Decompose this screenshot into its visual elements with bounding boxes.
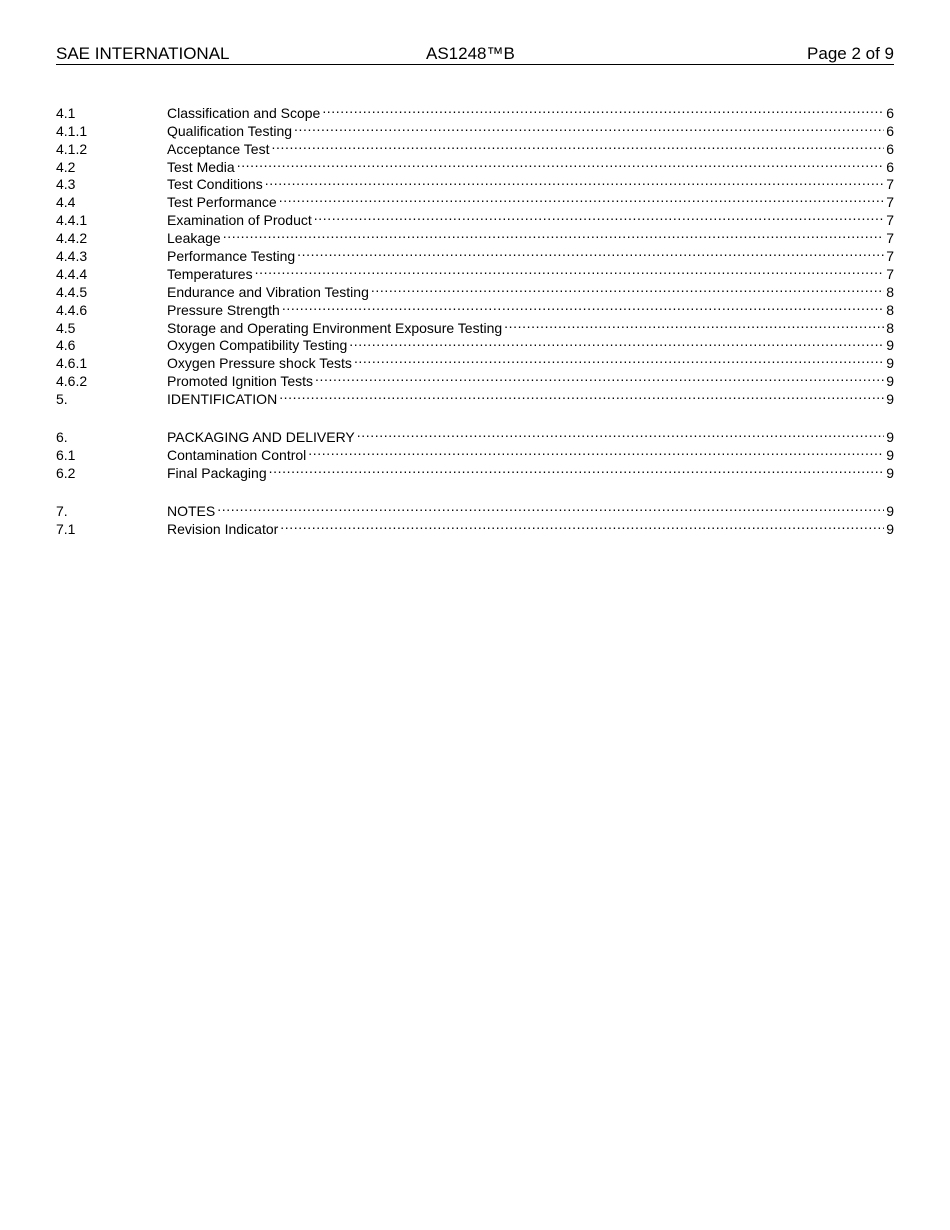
toc-entry-title: Endurance and Vibration Testing: [167, 283, 369, 300]
toc-dot-leader: [282, 297, 884, 315]
toc-entry[interactable]: [56, 100, 894, 121]
toc-entry-number: 7.: [56, 502, 68, 519]
page-header: [56, 44, 894, 65]
toc-dot-leader: [504, 315, 884, 333]
toc-dot-leader: [294, 118, 884, 136]
toc-dot-leader: [265, 172, 884, 190]
toc-entry-number: 6.2: [56, 464, 76, 481]
toc-entry-page: 6: [886, 158, 894, 175]
toc-entry-page: 8: [886, 283, 894, 300]
toc-entry-page: 9: [886, 373, 894, 390]
toc-entry-number: 4.1.1: [56, 122, 88, 139]
toc-entry-page: 7: [886, 212, 894, 229]
toc-dot-leader: [279, 386, 884, 404]
toc-entry-title: Promoted Ignition Tests: [167, 373, 314, 390]
toc-entry-title: Examination of Product: [167, 212, 312, 229]
toc-entry-number: 4.4.3: [56, 248, 88, 265]
toc-dot-leader: [357, 424, 884, 442]
toc-entry-number: 4.6.1: [56, 355, 88, 372]
toc-dot-leader: [349, 333, 884, 351]
toc-entry-page: 6: [886, 122, 894, 139]
toc-entry-title: Temperatures: [167, 265, 253, 282]
document-number: AS1248™B: [426, 44, 515, 63]
toc-dot-leader: [308, 442, 884, 460]
toc-entry-number: 4.3: [56, 176, 76, 193]
organization-name: SAE INTERNATIONAL: [56, 44, 230, 63]
toc-dot-leader: [322, 100, 884, 118]
toc-entry-page: 9: [886, 520, 894, 537]
toc-entry-page: 9: [886, 337, 894, 354]
toc-entry-number: 7.1: [56, 520, 76, 537]
toc-entry-number: 4.4.4: [56, 265, 88, 282]
toc-entry-number: 4.6: [56, 337, 76, 354]
toc-entry-page: 7: [886, 230, 894, 247]
toc-entry-page: 6: [886, 140, 894, 157]
toc-entry-page: 9: [886, 355, 894, 372]
toc-entry-title: PACKAGING AND DELIVERY: [167, 429, 355, 446]
toc-entry-page: 8: [886, 301, 894, 318]
toc-dot-leader: [315, 368, 884, 386]
toc-entry-title: Test Conditions: [167, 176, 263, 193]
toc-group: [56, 498, 894, 537]
toc-dot-leader: [371, 279, 884, 297]
table-of-contents: [56, 100, 894, 537]
toc-entry-number: 4.4.5: [56, 283, 88, 300]
toc-entry-page: 9: [886, 446, 894, 463]
toc-entry-page: 9: [886, 391, 894, 408]
toc-entry-title: Leakage: [167, 230, 221, 247]
toc-entry-number: 4.4: [56, 194, 76, 211]
toc-entry-page: 9: [886, 502, 894, 519]
toc-dot-leader: [269, 460, 885, 478]
toc-entry-page: 7: [886, 248, 894, 265]
toc-entry-title: Qualification Testing: [167, 122, 293, 139]
toc-entry-title: Test Performance: [167, 194, 277, 211]
toc-entry-title: Final Packaging: [167, 464, 267, 481]
toc-entry-number: 6.: [56, 429, 68, 446]
toc-group: [56, 424, 894, 481]
page-indicator: Page 2 of 9: [807, 44, 894, 63]
toc-entry-page: 6: [886, 104, 894, 121]
toc-dot-leader: [237, 154, 885, 172]
toc-dot-leader: [279, 189, 884, 207]
toc-entry-page: 9: [886, 429, 894, 446]
toc-entry-title: Performance Testing: [167, 248, 296, 265]
toc-entry-title: IDENTIFICATION: [167, 391, 278, 408]
toc-entry-number: 4.4.1: [56, 212, 88, 229]
toc-entry-number: 4.1: [56, 104, 76, 121]
toc-entry-title: Contamination Control: [167, 446, 307, 463]
toc-dot-leader: [271, 136, 884, 154]
toc-entry-page: 7: [886, 265, 894, 282]
toc-group: [56, 100, 894, 408]
toc-entry-page: 7: [886, 176, 894, 193]
toc-entry-number: 4.6.2: [56, 373, 88, 390]
toc-entry-title: Storage and Operating Environment Exposure Testing: [167, 319, 503, 336]
toc-entry-number: 4.1.2: [56, 140, 88, 157]
toc-entry-number: 4.4.2: [56, 230, 88, 247]
toc-dot-leader: [314, 207, 884, 225]
toc-dot-leader: [217, 498, 884, 516]
toc-entry-title: NOTES: [167, 502, 216, 519]
toc-entry-number: 4.4.6: [56, 301, 88, 318]
toc-entry-title: Revision Indicator: [167, 520, 279, 537]
toc-entry-title: Pressure Strength: [167, 301, 280, 318]
toc-dot-leader: [354, 350, 884, 368]
toc-dot-leader: [280, 516, 884, 534]
toc-entry-title: Acceptance Test: [167, 140, 270, 157]
toc-entry[interactable]: [56, 424, 894, 446]
toc-entry-title: Oxygen Pressure shock Tests: [167, 355, 352, 372]
toc-entry-number: 5.: [56, 391, 68, 408]
toc-entry-number: 6.1: [56, 446, 76, 463]
toc-entry-title: Test Media: [167, 158, 235, 175]
toc-entry-page: 7: [886, 194, 894, 211]
toc-entry-title: Oxygen Compatibility Testing: [167, 337, 348, 354]
toc-entry-number: 4.5: [56, 319, 76, 336]
toc-dot-leader: [297, 243, 884, 261]
toc-dot-leader: [223, 225, 884, 243]
toc-entry-title: Classification and Scope: [167, 104, 321, 121]
toc-dot-leader: [255, 261, 885, 279]
toc-entry-page: 9: [886, 464, 894, 481]
toc-entry-number: 4.2: [56, 158, 76, 175]
toc-entry[interactable]: [56, 498, 894, 519]
toc-entry-page: 8: [886, 319, 894, 336]
